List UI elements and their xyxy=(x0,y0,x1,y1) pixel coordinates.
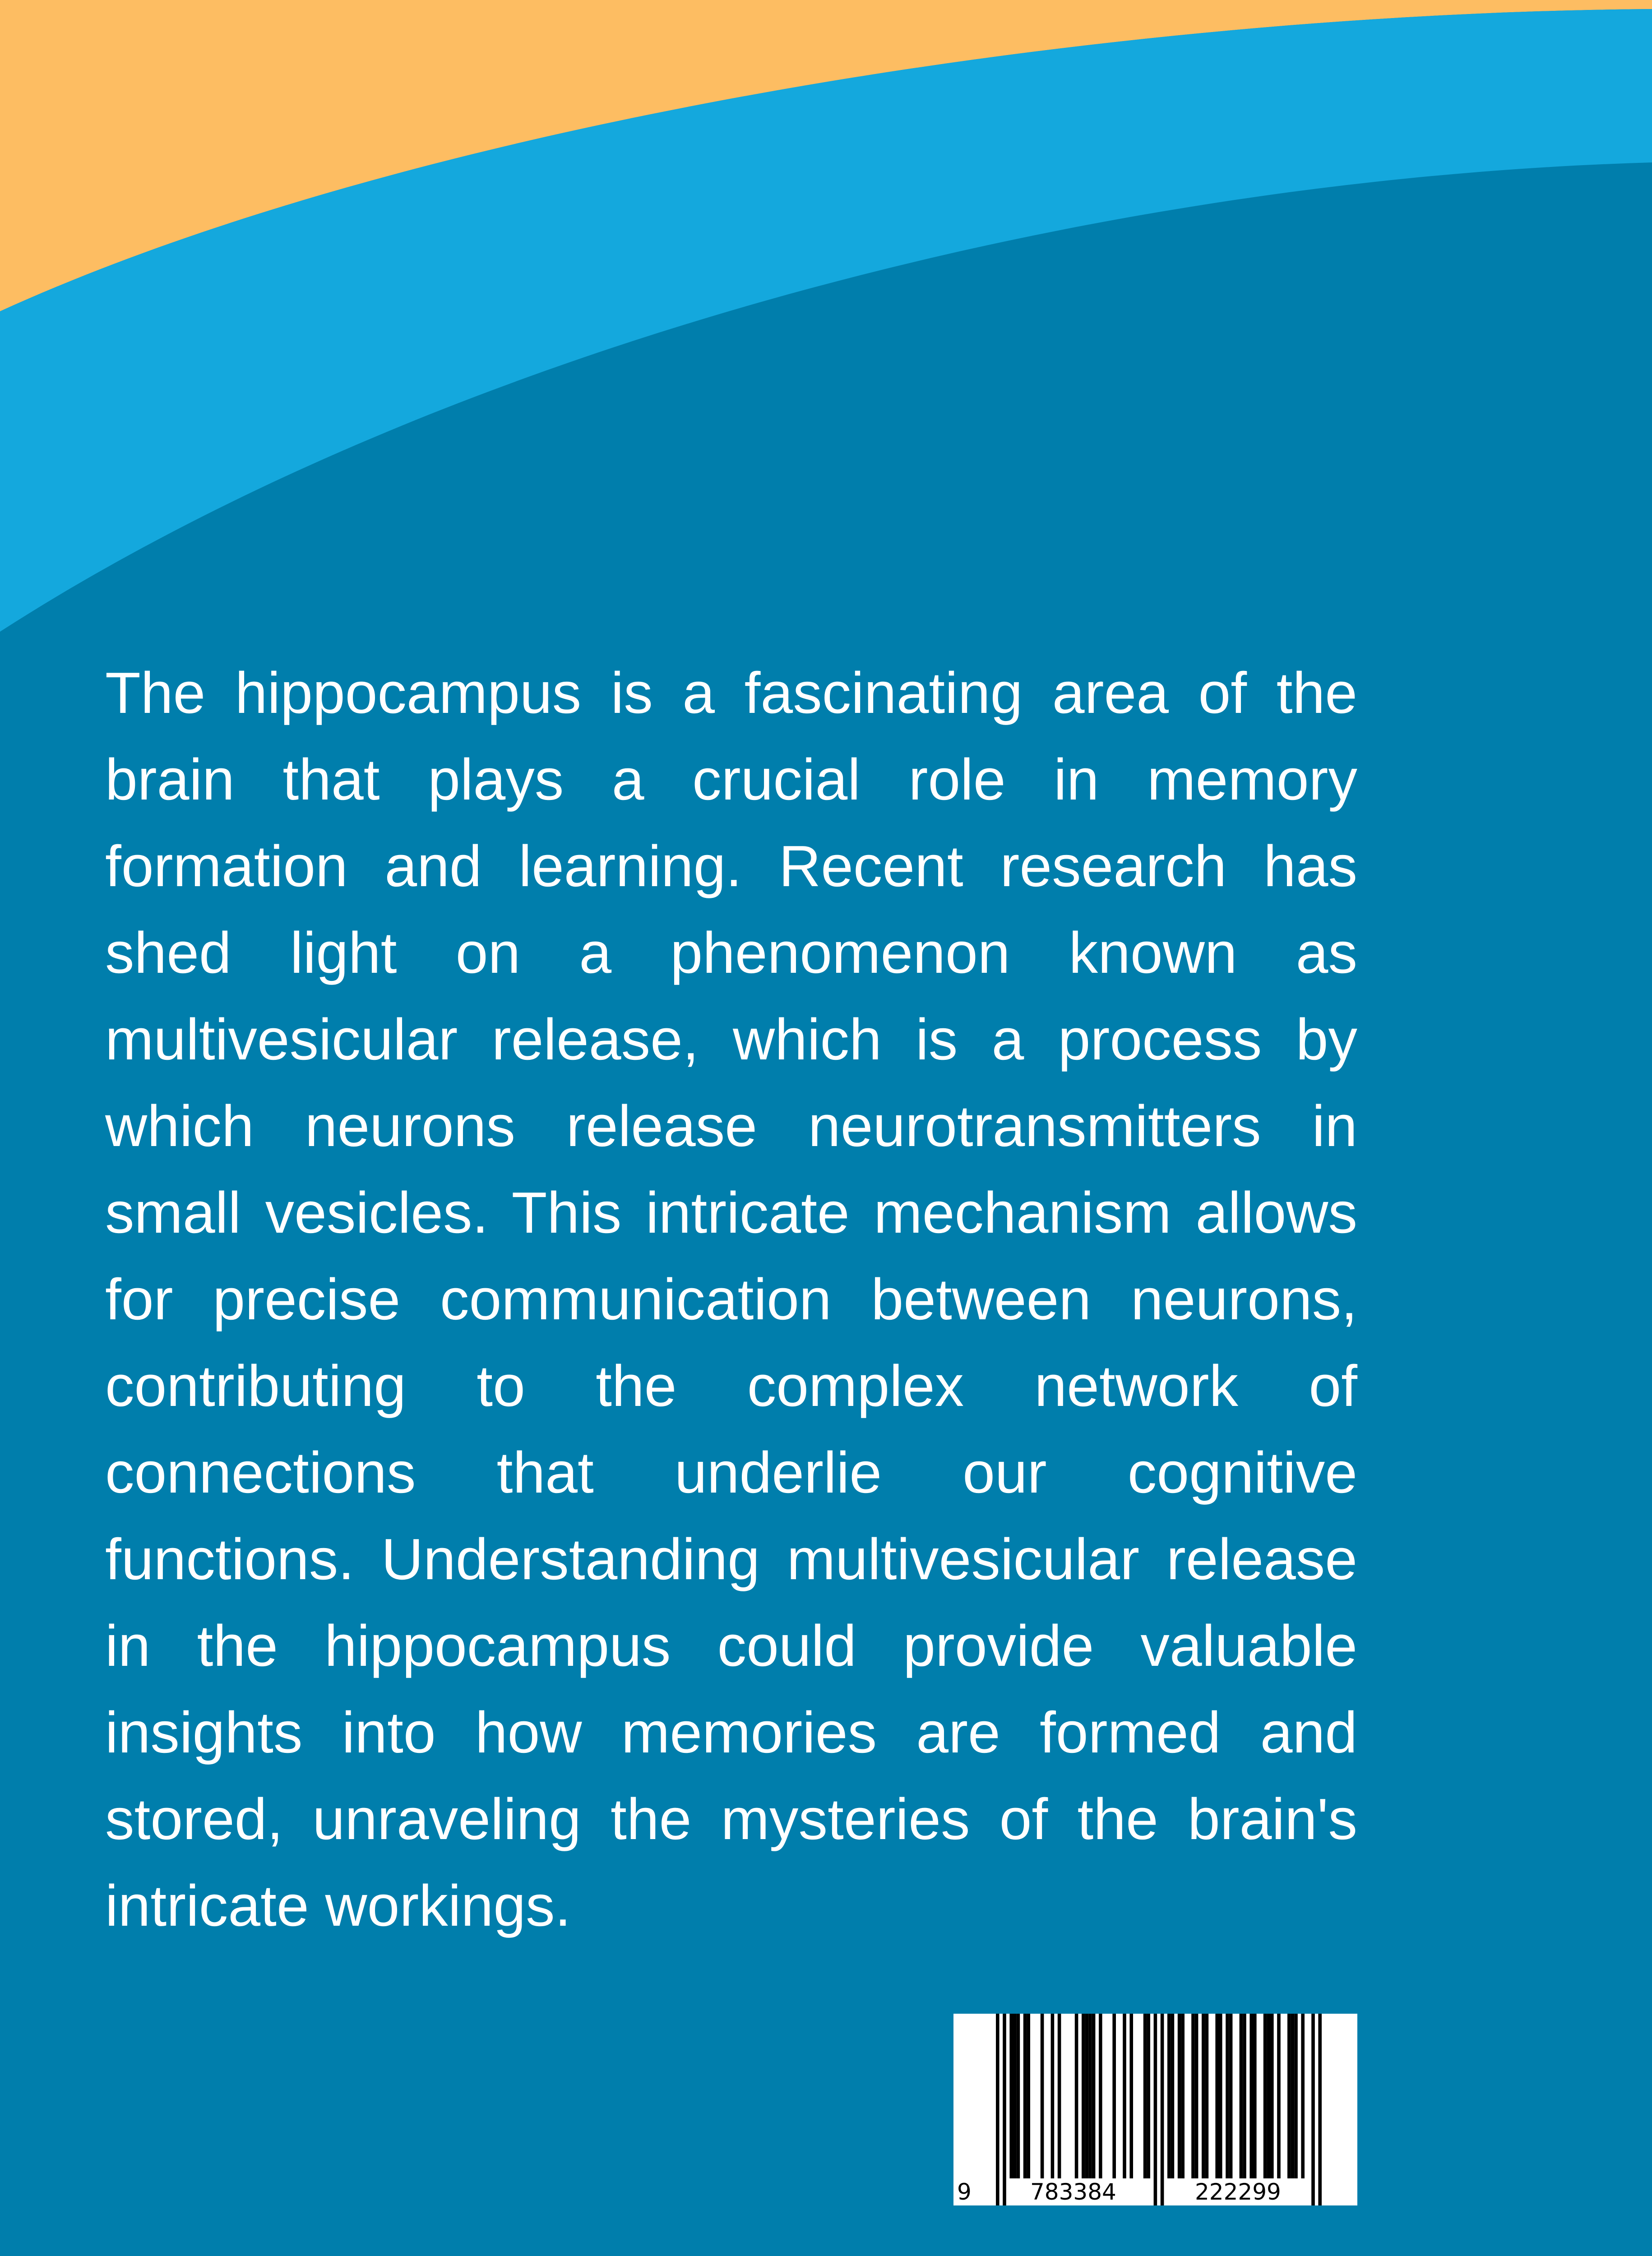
barcode-bar xyxy=(1267,2014,1270,2178)
barcode-bar xyxy=(1082,2014,1085,2178)
barcode-guard-bar xyxy=(1311,2014,1315,2205)
barcode-bar xyxy=(1181,2014,1185,2178)
barcode-bar xyxy=(1099,2014,1102,2178)
barcode-guard-bar xyxy=(996,2014,1000,2205)
barcode-bar xyxy=(1240,2014,1243,2178)
barcode-bar xyxy=(1291,2014,1295,2178)
barcode-bar xyxy=(1277,2014,1281,2178)
barcode-bar xyxy=(1123,2014,1126,2178)
barcode-left-group: 783384 xyxy=(1030,2179,1116,2205)
barcode-bar xyxy=(1129,2014,1133,2178)
barcode-bar xyxy=(1253,2014,1257,2178)
barcode-digits xyxy=(953,2178,1357,2205)
barcode-bar xyxy=(1215,2014,1219,2178)
barcode-bar xyxy=(1112,2014,1116,2178)
barcode-bar xyxy=(1075,2014,1078,2178)
barcode-bar xyxy=(1143,2014,1147,2178)
barcode-bar xyxy=(1301,2014,1305,2178)
barcode-guard-bar xyxy=(1003,2014,1006,2205)
isbn-barcode xyxy=(953,2014,1357,2205)
barcode-bar xyxy=(1191,2014,1195,2178)
barcode-bar xyxy=(1243,2014,1246,2178)
barcode-bar xyxy=(1229,2014,1233,2178)
barcode-bars xyxy=(953,2014,1357,2205)
barcode-bar xyxy=(1167,2014,1171,2178)
barcode-bar xyxy=(1092,2014,1096,2178)
barcode-bar xyxy=(1009,2014,1013,2178)
barcode-bar xyxy=(1178,2014,1181,2178)
barcode-bar xyxy=(1041,2014,1044,2178)
barcode-bar xyxy=(1226,2014,1229,2178)
barcode-bar xyxy=(1058,2014,1061,2178)
barcode-bar xyxy=(1294,2014,1298,2178)
barcode-bar xyxy=(1023,2014,1027,2178)
barcode-bar xyxy=(1195,2014,1199,2178)
barcode-bar xyxy=(1202,2014,1205,2178)
decorative-wave-header xyxy=(0,0,1652,641)
barcode-bar xyxy=(1051,2014,1055,2178)
barcode-bar xyxy=(1219,2014,1222,2178)
barcode-guard-bar xyxy=(1161,2014,1164,2205)
barcode-bar xyxy=(1249,2014,1253,2178)
barcode-bar xyxy=(1085,2014,1089,2178)
barcode-bar xyxy=(1147,2014,1150,2178)
barcode-bar xyxy=(1013,2014,1017,2178)
barcode-bar xyxy=(1205,2014,1209,2178)
barcode-bar xyxy=(1270,2014,1274,2178)
back-cover-blurb: The hippocampus is a fascinating area of the brain that plays a crucial role in memory formation and learning. Recent research has shed light on a phenomenon known as multivesicular release, which is a process by which neurons release neurotransmitters in small vesicles. This intricate mechanism allows for precise communication between neurons, contributing to the complex network of connections that underlie our cognitive functions. Understanding multivesicular release in the hippocampus could provide valuable insights into how memories are formed and stored, unraveling the mysteries of the brain's intricate workings. xyxy=(105,661,1357,1938)
barcode-first-digit: 9 xyxy=(957,2179,972,2205)
barcode-bar xyxy=(1287,2014,1291,2178)
barcode-bar xyxy=(1017,2014,1020,2178)
barcode-guard-bar xyxy=(1154,2014,1157,2205)
barcode-bar xyxy=(1171,2014,1175,2178)
barcode-bar xyxy=(1027,2014,1030,2178)
barcode-right-group: 222299 xyxy=(1195,2179,1281,2205)
barcode-bar xyxy=(1088,2014,1092,2178)
barcode-guard-bar xyxy=(1318,2014,1322,2205)
barcode-bar xyxy=(1263,2014,1267,2178)
